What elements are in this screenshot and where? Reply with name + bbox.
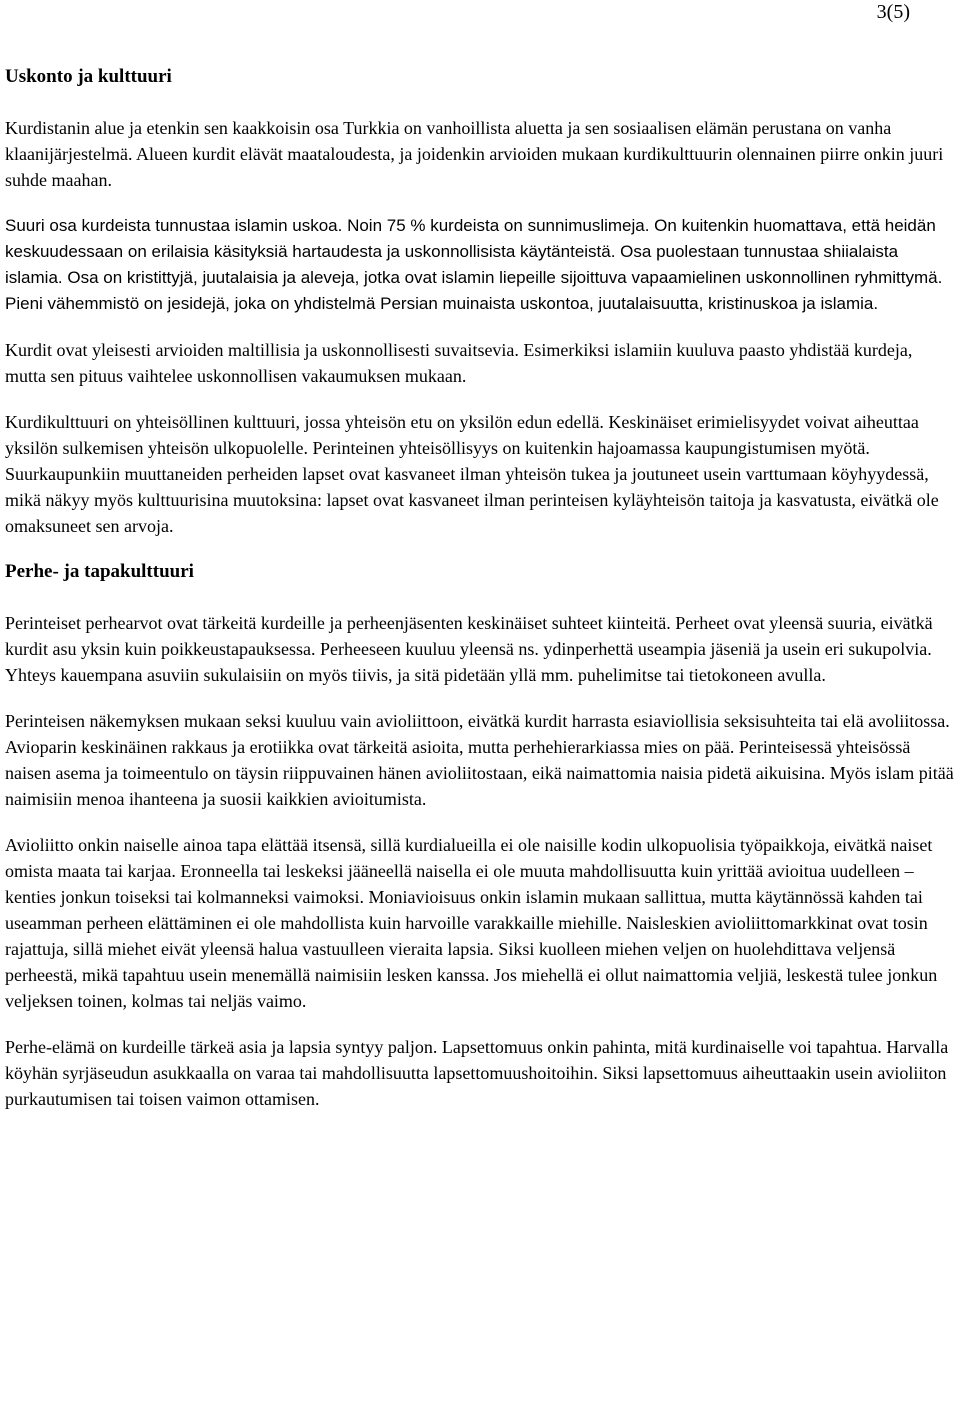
page-number: 3(5) [876,1,910,23]
paragraph-tolerance: Kurdit ovat yleisesti arvioiden maltillisia ja uskonnollisesti suvaitsevia. Esimerkiksi islamiin kuuluva paasto yhdistää kurdeja, mutta sen pituus vaihtelee uskonnollisen vakaumuksen mukaan. [5,340,913,386]
paragraph-community: Kurdikulttuuri on yhteisöllinen kulttuuri, jossa yhteisön etu on yksilön edun edellä. Keskinäiset erimielisyydet voivat aiheuttaa yksilön sulkemisen yhteisön ulkopuolelle. Perinteinen yhteisöllisyys on kuitenkin hajoamassa kaupungistumisen myötä. Suurkaupunkiin muuttaneiden perheiden lapset ovat kasvaneet ilman yhteisön tukea ja joutuneet usein varttumaan köyhyydessä, mikä näkyy myös kulttuurisina muutoksina: lapset ovat kasvaneet ilman perinteisen kyläyhteisön taitoja ja kasvatusta, eivätkä ole omaksuneet sen arvoja. [5,412,939,536]
paragraph-marriage-view: Perinteisen näkemyksen mukaan seksi kuuluu vain avioliittoon, eivätkä kurdit harrasta esiaviollisia seksisuhteita tai elä avoliitossa. Avioparin keskinäinen rakkaus ja erotiikka ovat tärkeitä asioita, mutta perhehierarkiassa mies on pää. Perinteisessä yhteisössä naisen asema ja toimeentulo on täysin riippuvainen hänen avioliitostaan, eikä naimattomia naisia pidetä aikuisina. Myös islam pitää naimisiin menoa ihanteena ja suosii kaikkien avioitumista. [5,711,954,809]
document-body [5,64,957,1132]
paragraph-clan-system: Kurdistanin alue ja etenkin sen kaakkoisin osa Turkkia on vanhoillista aluetta ja sen sosiaalisen elämän perustana on vanha klaanijärjestelmä. Alueen kurdit elävät maataloudesta, ja joidenkin arvioiden mukaan kurdikulttuurin olennainen piirre onkin juuri suhde maahan. [5,118,944,190]
paragraph-widows: Avioliitto onkin naiselle ainoa tapa elättää itsensä, sillä kurdialueilla ei ole naisille kodin ulkopuolisia työpaikkoja, eivätkä naiset omista maata tai karjaa. Eronneella tai leskeksi jääneellä naisella ei ole muuta mahdollisuutta kuin yrittää avioitua uudelleen – kenties jonkun toiseksi tai kolmanneksi vaimoksi. Moniavioisuus onkin islamin mukaan sallittua, mutta käytännössä kahden tai useamman perheen elättäminen ei ole mahdollista kuin harvoille varakkaille miehille. Naisleskien avioliittomarkkinat ovat tosin rajattuja, sillä miehet eivät yleensä halua vastuulleen vieraita lapsia. Siksi kuolleen miehen veljen on huolehdittava veljensä perheestä, mikä tapahtuu usein menemällä naimisiin lesken kanssa. Jos miehellä ei ollut naimattomia veljiä, leskestä tulee jonkun veljeksen toinen, kolmas tai neljäs vaimo. [5,835,938,1011]
section-heading-religion: Uskonto ja kulttuuri [5,66,172,87]
paragraph-family-values: Perinteiset perhearvot ovat tärkeitä kurdeille ja perheenjäsenten keskinäiset suhteet kiinteitä. Perheet ovat yleensä suuria, eivätkä kurdit asu yksin kuin poikkeustapauksessa. Perheeseen kuuluu yleensä ns. ydinperhettä useampia jäseniä ja usein eri sukupolvia. Yhteys kauempana asuviin sukulaisiin on myös tiivis, ja sitä pidetään yllä mm. puhelimitse tai tietokoneen avulla. [5,613,933,685]
section-heading-family: Perhe- ja tapakulttuuri [5,561,194,582]
paragraph-islam: Suuri osa kurdeista tunnustaa islamin uskoa. Noin 75 % kurdeista on sunnimuslimeja. On kuitenkin huomattava, että heidän keskuudessaan on erilaisia käsityksiä hartaudesta ja uskonnollisista käytänteistä. Osa puolestaan tunnustaa shiialaista islamia. Osa on kristittyjä, juutalaisia ja aleveja, jotka ovat islamin liepeille sijoittuva vapaamielinen uskonnollinen ryhmittymä. Pieni vähemmistö on jesidejä, joka on yhdistelmä Persian muinaista uskontoa, juutalaisuutta, kristinuskoa ja islamia. [5,216,943,313]
paragraph-childlessness: Perhe-elämä on kurdeille tärkeä asia ja lapsia syntyy paljon. Lapsettomuus onkin pahinta, mitä kurdinaiselle voi tapahtua. Harvalla köyhän syrjäseudun asukkaalla on varaa tai mahdollisuutta lapsettomuushoitoihin. Siksi lapsettomuus aiheuttaakin usein avioliiton purkautumisen tai toisen vaimon ottamisen. [5,1037,949,1109]
